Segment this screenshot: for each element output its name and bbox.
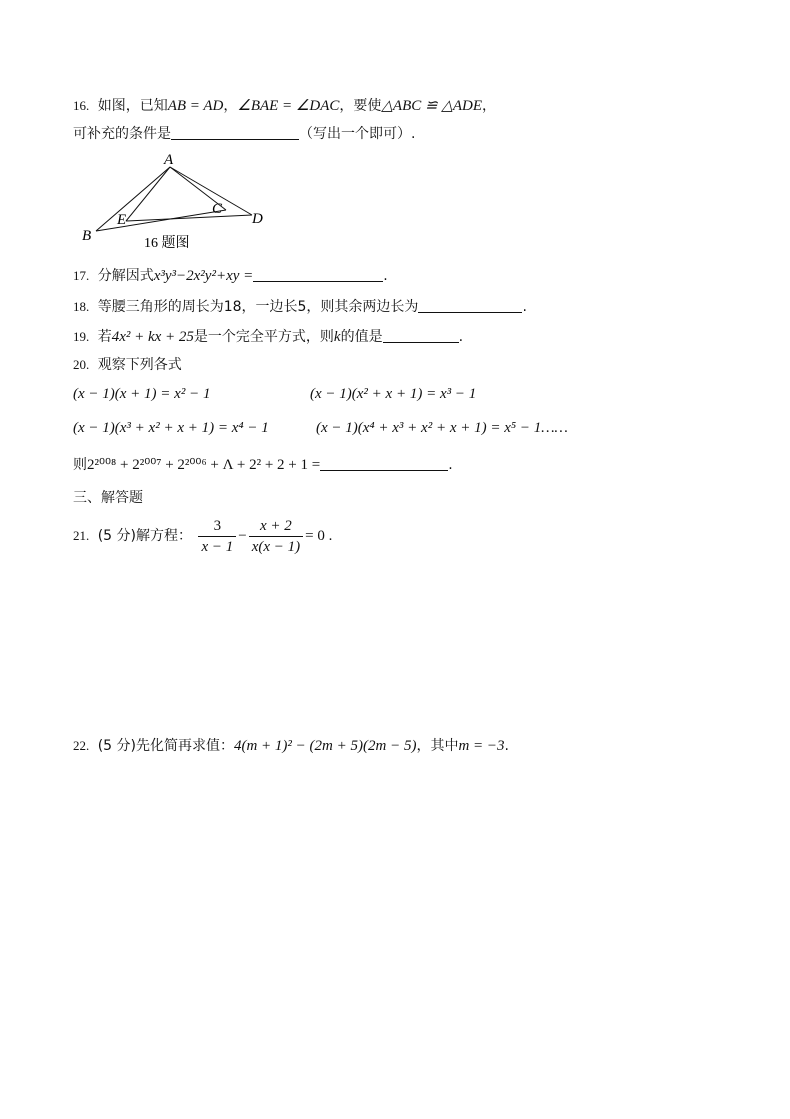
q18-suffix: .: [522, 299, 527, 315]
q19-suffix: .: [458, 329, 464, 345]
q18-answer-blank[interactable]: [418, 298, 522, 313]
q16-answer-blank[interactable]: [171, 125, 299, 140]
q20-eq3: (x − 1)(x³ + x² + x + 1) = x⁴ − 1: [73, 420, 269, 436]
label-d: D: [252, 211, 263, 227]
q19-answer-blank[interactable]: [383, 328, 459, 343]
q21-line: [73, 516, 332, 556]
figure-caption: 16 题图: [144, 236, 190, 251]
label-b: B: [82, 228, 92, 244]
q20-number: 20.: [73, 357, 90, 372]
q21-number: 21.: [73, 528, 90, 543]
q22-expr: 4(m + 1)² − (2m + 5)(2m − 5): [233, 738, 417, 754]
q19-tail: 的值是: [340, 329, 383, 345]
q16-mid: ，要使: [339, 98, 382, 114]
label-c: C: [212, 201, 223, 217]
q22-line: [73, 736, 509, 756]
q21-fraction-2: $\frac{x + 2}{x(x - 1)}$: [249, 517, 303, 556]
q19-mid: 是一个完全平方式，则: [193, 329, 334, 345]
q16-prefix: 如图，已知: [97, 98, 168, 114]
q19-number: 19.: [73, 329, 90, 344]
q20-suffix: .: [448, 457, 453, 473]
label-a: A: [164, 152, 174, 168]
q22-cond: m = −3: [458, 738, 505, 754]
q20-title-line: [73, 355, 182, 375]
q16-cond1: AB = AD: [167, 98, 224, 114]
q20-title: 观察下列各式: [97, 357, 182, 373]
q17-number: 17.: [73, 268, 90, 283]
q16-line2: [73, 124, 415, 144]
q18-line: [73, 297, 527, 317]
q16-line2-suffix: （写出一个即可）.: [299, 126, 416, 142]
q21-score: (5 分)解方程：: [97, 528, 192, 544]
q20-ask-expr: 2²⁰⁰⁸ + 2²⁰⁰⁷ + 2²⁰⁰⁶ + Λ + 2² + 2 + 1 =: [87, 457, 321, 473]
q20-eq4: (x − 1)(x⁴ + x³ + x² + x + 1) = x⁵ − 1……: [316, 420, 568, 436]
q20-answer-blank[interactable]: [320, 456, 448, 471]
q21-minus: −: [238, 528, 247, 544]
q22-number: 22.: [73, 738, 90, 753]
label-e: E: [117, 212, 127, 228]
section3-title: 三、解答题: [73, 490, 143, 506]
q19-line: [73, 327, 463, 347]
q16-sep1: ，: [223, 98, 238, 114]
q20-eq1: (x − 1)(x + 1) = x² − 1: [73, 386, 211, 402]
q22-score: (5 分)先化简再求值：: [97, 738, 234, 754]
q20-ask-line: [73, 455, 453, 475]
triangle-figure: [76, 150, 276, 252]
q19-var: k: [333, 329, 341, 345]
q17-answer-blank[interactable]: [253, 267, 383, 282]
q16-target: △ABC ≌ △ADE: [381, 98, 483, 114]
q17-prefix: 分解因式: [97, 268, 154, 284]
q16-number: 16.: [73, 98, 90, 113]
q20-eq2: (x − 1)(x² + x + 1) = x³ − 1: [310, 386, 477, 402]
q21-equals: = 0 .: [305, 528, 333, 544]
q17-suffix: .: [383, 268, 388, 284]
q20-ask-prefix: 则: [73, 457, 87, 473]
q16-line1: [73, 96, 496, 116]
q16-tail: ，: [482, 98, 497, 114]
q19-prefix: 若: [97, 329, 112, 345]
q18-number: 18.: [73, 299, 90, 314]
q22-mid: ，其中: [416, 738, 459, 754]
q22-suffix: .: [504, 738, 509, 754]
q17-expr: x³y³−2x²y²+xy =: [153, 268, 254, 284]
q17-line: [73, 266, 388, 286]
q18-text: 等腰三角形的周长为18，一边长5，则其余两边长为: [97, 299, 419, 315]
q16-cond2: ∠BAE = ∠DAC: [237, 98, 340, 114]
q16-line2-prefix: 可补充的条件是: [73, 126, 171, 142]
q21-fraction-1: $\frac{3}{x - 1}$: [198, 517, 236, 556]
q19-expr: 4x² + kx + 25: [111, 329, 194, 345]
